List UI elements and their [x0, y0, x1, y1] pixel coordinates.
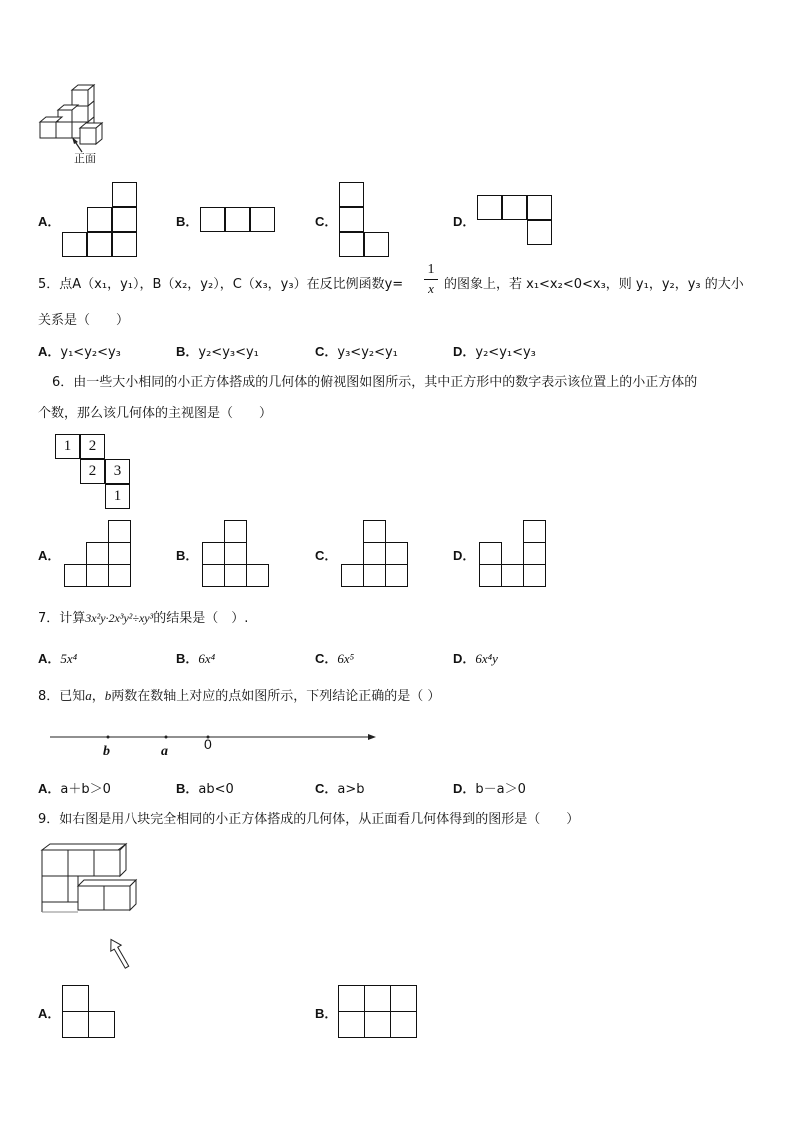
option-label: A． [38, 651, 61, 666]
q6-option-c[interactable] [315, 547, 337, 566]
q6-option-d[interactable] [453, 547, 475, 566]
q4-option-b-figure [200, 207, 276, 233]
q4-option-c[interactable] [315, 213, 337, 232]
q8-number-line [48, 728, 380, 760]
grid-cell: 1 [105, 484, 130, 509]
q5-option-d[interactable] [453, 343, 536, 362]
fraction-numerator: 1 [427, 262, 435, 277]
option-label: C． [315, 344, 338, 359]
option-label: B． [176, 651, 199, 666]
grid-cell: 2 [80, 434, 105, 459]
q4-option-d-figure [477, 195, 553, 245]
q4-option-d[interactable] [453, 213, 475, 232]
q8-prefix: 8．已知 [38, 689, 86, 704]
option-text: 6x⁴y [475, 651, 498, 666]
q8-option-d[interactable] [453, 780, 526, 799]
q7-option-b[interactable] [176, 650, 215, 669]
q9-option-b[interactable] [315, 1005, 337, 1024]
option-text: a＋b＞0 [60, 782, 111, 797]
option-label: D． [453, 781, 476, 796]
q6-option-b[interactable] [176, 547, 198, 566]
q5-option-a[interactable] [38, 343, 121, 362]
q4-option-a[interactable] [38, 213, 60, 232]
option-label: A． [38, 214, 61, 229]
q7-option-d[interactable] [453, 650, 498, 669]
q6-option-d-figure [479, 520, 549, 590]
grid-cell: 3 [105, 459, 130, 484]
q8-option-b[interactable] [176, 780, 234, 799]
option-label: A． [38, 781, 61, 796]
option-label: B． [176, 548, 199, 563]
option-text: y₁<y₂<y₃ [60, 345, 121, 360]
option-label: D． [453, 548, 476, 563]
q7-option-a[interactable] [38, 650, 77, 669]
number-line-label-zero: 0 [204, 736, 212, 752]
q4-option-b[interactable] [176, 213, 198, 232]
q5-fraction [424, 262, 438, 302]
option-label: A． [38, 344, 61, 359]
fraction-denominator: x [428, 281, 434, 296]
option-text: y₂<y₁<y₃ [475, 345, 536, 360]
front-label: 正面 [74, 152, 96, 165]
option-label: D． [453, 344, 476, 359]
grid-cell: 2 [80, 459, 105, 484]
grid-cell: 1 [55, 434, 80, 459]
q8-suffix: 两数在数轴上对应的点如图所示，下列结论正确的是（ ） [111, 689, 441, 704]
q7-option-c[interactable] [315, 650, 354, 669]
number-line-label-a: a [161, 744, 168, 759]
q8-var-a: a [85, 688, 92, 703]
option-label: D． [453, 651, 476, 666]
option-label: B． [315, 1006, 338, 1021]
option-text: b－a＞0 [475, 782, 526, 797]
q9-option-a-figure [62, 985, 116, 1039]
option-text: 6x⁵ [337, 651, 355, 666]
q5-stem-line1-tail: 的图象上，若 x₁<x₂<0<x₃，则 y₁，y₂，y₃ 的大小 [444, 277, 744, 292]
q8-var-b: b [104, 688, 112, 703]
q6-option-b-figure [202, 520, 272, 590]
q7-expression: 3x²y·2x³y²÷xy³ [85, 611, 154, 625]
q7-prefix: 7．计算 [38, 611, 86, 626]
q8-stem [38, 687, 440, 706]
option-label: C． [315, 651, 338, 666]
q7-stem [38, 609, 248, 628]
option-text: ab<0 [198, 782, 234, 797]
q6-option-a-figure [64, 520, 134, 590]
q6-option-c-figure [341, 520, 411, 590]
option-text: a>b [337, 782, 365, 797]
q9-stem: 9．如右图是用八块完全相同的小正方体搭成的几何体，从正面看几何体得到的图形是（ ） [38, 812, 580, 827]
option-label: C． [315, 548, 338, 563]
option-label: C． [315, 214, 338, 229]
option-text: 5x⁴ [60, 651, 78, 666]
option-label: A． [38, 1006, 61, 1021]
q4-option-c-figure [339, 182, 391, 258]
option-label: B． [176, 344, 199, 359]
option-label: D． [453, 214, 476, 229]
option-label: B． [176, 781, 199, 796]
q6-top-view-grid [55, 434, 135, 514]
q4-option-a-figure [62, 182, 138, 258]
q7-suffix: 的结果是（ ）. [153, 611, 249, 626]
q6-stem-line1: 6．由一些大小相同的小正方体搭成的几何体的俯视图如图所示，其中正方形中的数字表示该位置上的小正方体的 [52, 375, 698, 390]
option-label: C． [315, 781, 338, 796]
option-text: 6x⁴ [198, 651, 216, 666]
q6-stem-line2: 个数，那么该几何体的主视图是（ ） [38, 406, 273, 421]
q5-stem-line2: 关系是（ ） [38, 313, 130, 328]
number-line-label-b: b [103, 744, 110, 759]
q8-option-c[interactable] [315, 780, 365, 799]
q5-option-b[interactable] [176, 343, 259, 362]
q6-option-a[interactable] [38, 547, 60, 566]
option-label: A． [38, 548, 61, 563]
q5-stem-line1: 5．点A（x₁，y₁），B（x₂，y₂），C（x₃，y₃）在反比例函数y= [38, 277, 404, 292]
q8-sep: ， [91, 689, 105, 704]
q9-cube-figure [38, 840, 138, 975]
q9-option-a[interactable] [38, 1005, 60, 1024]
q9-option-b-figure [338, 985, 418, 1039]
option-text: y₂<y₃<y₁ [198, 345, 259, 360]
option-text: y₃<y₂<y₁ [337, 345, 398, 360]
q5-option-c[interactable] [315, 343, 398, 362]
option-label: B． [176, 214, 199, 229]
q8-option-a[interactable] [38, 780, 111, 799]
